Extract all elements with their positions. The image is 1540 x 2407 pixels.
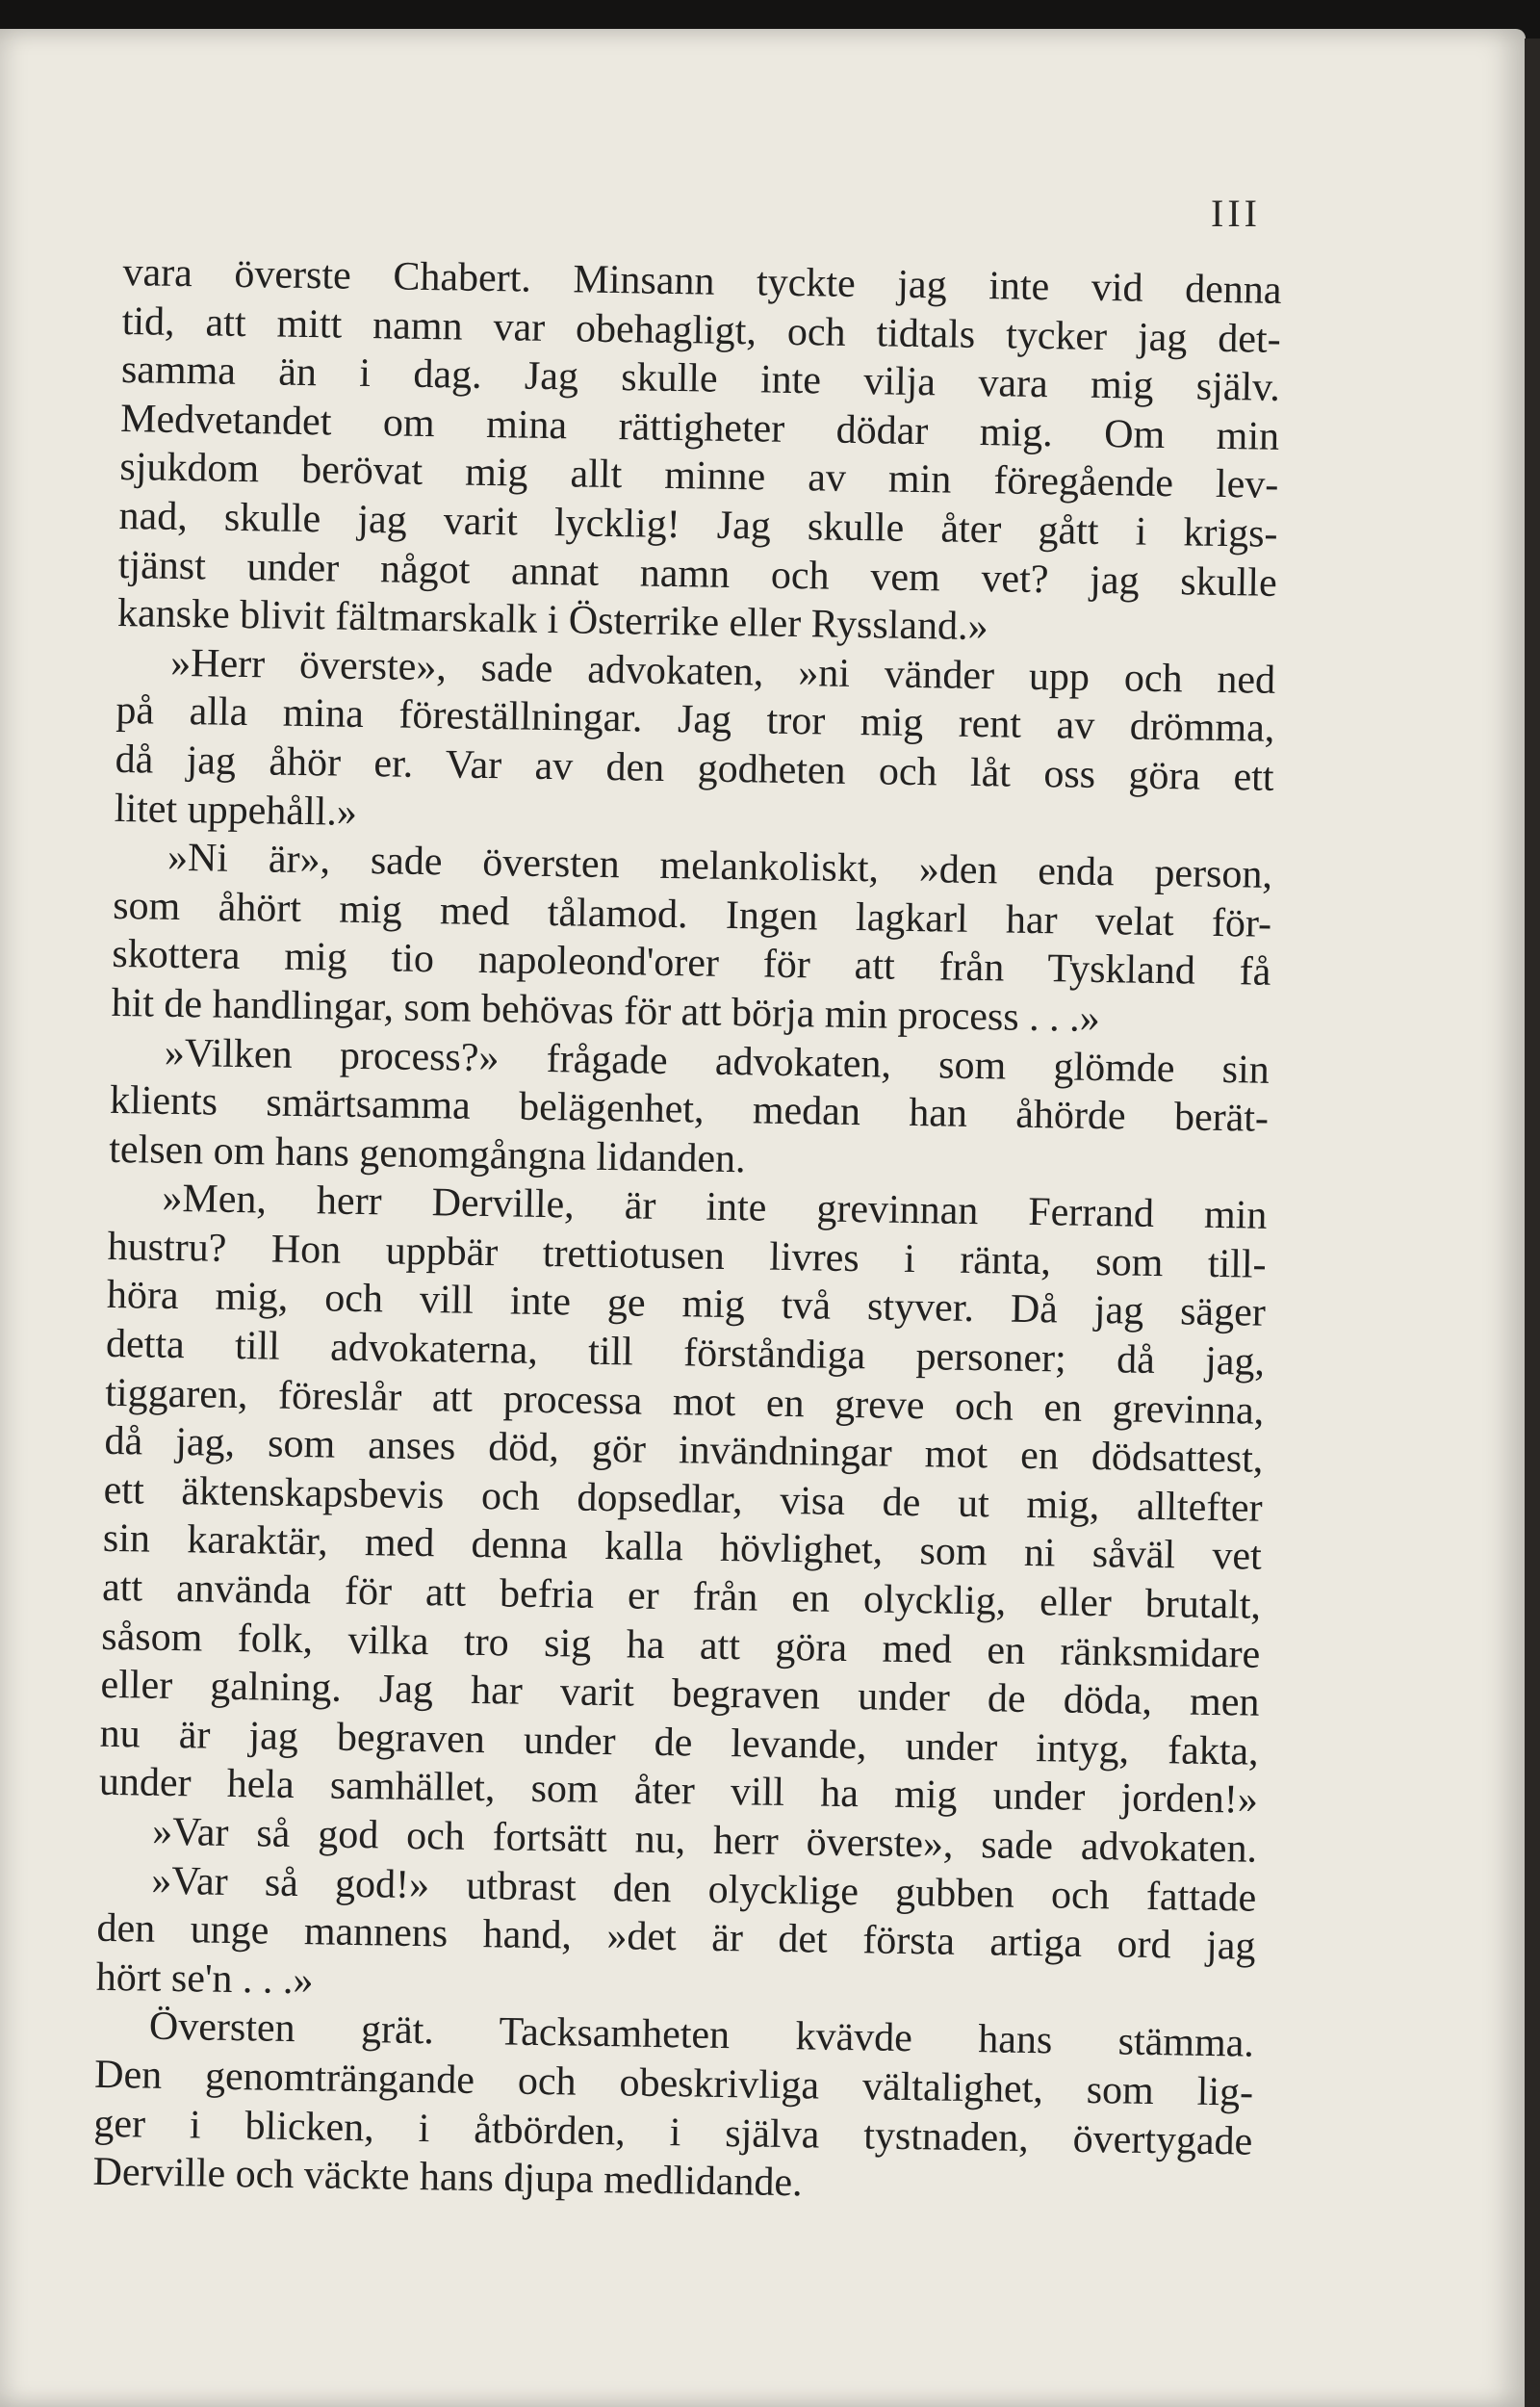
text-line: att använda för att befria er från en olycklig, eller brutalt, [101,1565,1262,1628]
text-line: litet uppehåll.» [114,786,358,835]
text-line: sin karaktär, med denna kalla hövlighet, som ni såväl vet [102,1516,1263,1580]
text-line: samma än i dag. Jag skulle inte vilja vara mig själv. [120,348,1281,411]
text-line: »Var så god och fortsätt nu, herr överste», sade advokaten. [151,1809,1258,1872]
text-line: hustru? Hon uppbär trettiotusen livres i ränta, som till- [107,1224,1267,1287]
text-line: tiggaren, föreslår att processa mot en greve och en grevinna, [104,1370,1265,1434]
text-line: Den genomträngande och obeskrivliga vältalighet, som lig- [93,2052,1254,2115]
text-line: tjänst under något annat namn och vem vet? jag skulle [117,542,1278,606]
text-line: telsen om hans genomgångna lidanden. [108,1126,746,1181]
text-line: Medvetandet om mina rättigheter dödar mig. Om min [119,396,1280,459]
text-line: vara överste Chabert. Minsann tyckte jag inte vid denna [122,249,1282,313]
text-line: »Var så god!» utbrast den olycklige gubben och fattade [151,1858,1257,1921]
text-line: »Vilken process?» frågade advokaten, som glömde sin [164,1030,1270,1093]
text-line: detta till advokaterna, till förståndiga personer; då jag, [105,1321,1266,1385]
text-line: som åhört mig med tålamod. Ingen lagkarl har velat för- [112,883,1272,946]
text-line: skottera mig tio napoleond'orer för att från Tyskland få [112,932,1271,996]
text-line: under hela samhället, som åter vill ha mig under jorden!» [98,1760,1259,1824]
page-number: III [1211,192,1261,235]
text-line: ger i blicken, i åtbörden, i själva tystnaden, övertygade [93,2101,1253,2164]
text-line: såsom folk, vilka tro sig ha att göra med en ränksmidare [100,1614,1261,1677]
text-line: den unge mannens hand, »det är det första artiga ord jag [96,1905,1256,1969]
text-line: eller galning. Jag har varit begraven under de döda, men [100,1663,1260,1725]
text-line: nu är jag begraven under de levande, under intyg, fakta, [99,1711,1259,1774]
text-line: då jag, som anses död, gör invändningar mot en dödsattest, [104,1419,1264,1483]
text-line: »Men, herr Derville, är inte grevinnan Ferrand min [162,1177,1268,1239]
text-line: Derville och väckte hans djupa medlidande. [92,2149,803,2206]
book-page [0,29,1526,2407]
text-line: »Ni är», sade översten melankoliskt, »den enda person, [167,835,1273,897]
body-text [92,248,1282,2214]
text-line: på alla mina föreställningar. Jag tror mig rent av drömma, [116,688,1275,752]
text-line: ett äktenskapsbevis och dopsedlar, visa de ut mig, alltefter [103,1467,1263,1531]
text-line: Översten grät. Tacksamheten kvävde hans stämma. [148,2005,1255,2067]
scan-right-edge [1525,39,1540,2407]
text-line: höra mig, och vill inte ge mig två styver. Då jag säger [106,1273,1267,1336]
text-line: kanske blivit fältmarskalk i Österrike eller Ryssland.» [116,591,988,650]
text-line: tid, att mitt namn var obehagligt, och tidtals tycker jag det- [121,298,1282,362]
text-line: »Herr överste», sade advokaten, »ni vänder upp och ned [169,640,1276,703]
text-line: hit de handlingar, som behövas för att börja min process . . .» [111,980,1101,1041]
text-line: hört se'n . . .» [95,1954,314,2004]
text-line: klients smärtsamma belägenhet, medan han åhörde berät- [109,1077,1270,1141]
text-line: nad, skulle jag varit lycklig! Jag skulle åter gått i krigs- [118,493,1278,556]
text-line: sjukdom berövat mig allt minne av min föregående lev- [119,445,1279,508]
text-line: då jag åhör er. Var av den godheten och låt oss göra ett [115,737,1274,800]
